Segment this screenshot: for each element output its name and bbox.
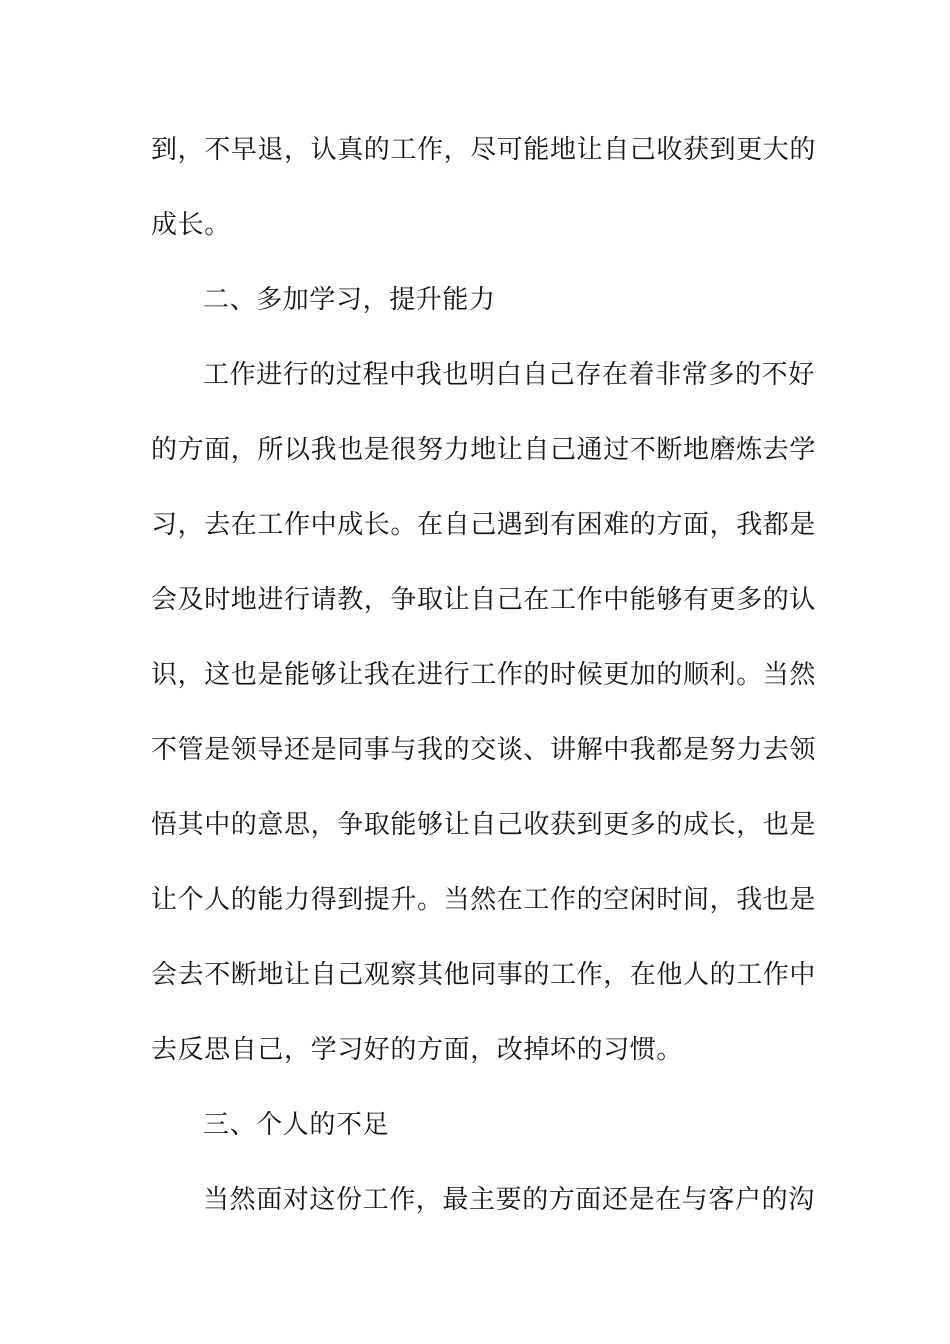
body-text-line: 的方面，所以我也是很努力地让自己通过不断地磨炼去学: [151, 435, 817, 465]
body-text-line: 不管是领导还是同事与我的交谈、讲解中我都是努力去领: [151, 735, 817, 765]
body-text-line: 识，这也是能够让我在进行工作的时候更加的顺利。当然: [151, 660, 817, 690]
body-text-line: 会去不断地让自己观察其他同事的工作，在他人的工作中: [151, 960, 817, 990]
body-text-line: 到，不早退，认真的工作，尽可能地让自己收获到更大的: [151, 135, 817, 165]
paragraph-first-line: 工作进行的过程中我也明白自己存在着非常多的不好: [203, 360, 815, 390]
body-text-line: 会及时地进行请教，争取让自己在工作中能够有更多的认: [151, 585, 817, 615]
section-heading: 二、多加学习，提升能力: [203, 285, 496, 315]
body-text-line: 成长。: [151, 210, 231, 240]
body-text-line: 习，去在工作中成长。在自己遇到有困难的方面，我都是: [151, 510, 817, 540]
body-text-line: 悟其中的意思，争取能够让自己收获到更多的成长，也是: [151, 810, 817, 840]
body-text-line: 去反思自己，学习好的方面，改掉坏的习惯。: [151, 1035, 684, 1065]
section-heading: 三、个人的不足: [203, 1110, 390, 1140]
body-text-line: 让个人的能力得到提升。当然在工作的空闲时间，我也是: [151, 885, 817, 915]
paragraph-first-line: 当然面对这份工作，最主要的方面还是在与客户的沟: [203, 1185, 815, 1215]
